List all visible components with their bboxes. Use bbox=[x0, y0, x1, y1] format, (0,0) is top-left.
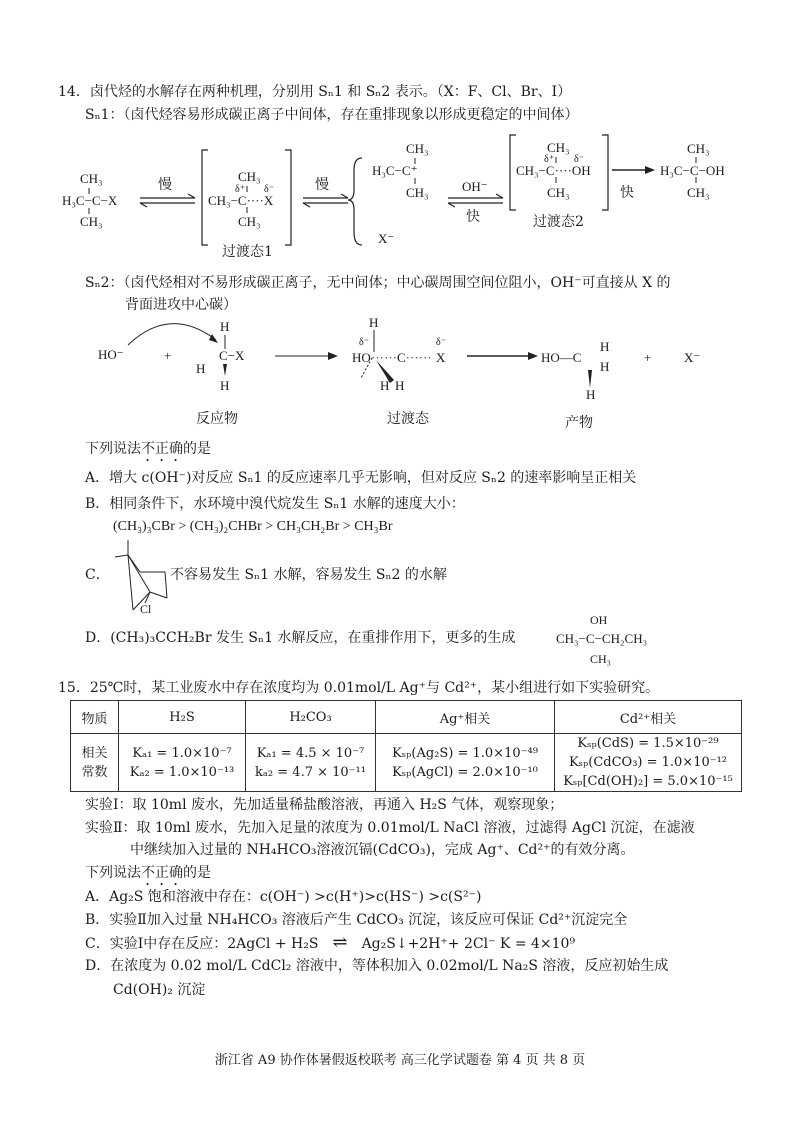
product-mid: H₃C−C−OH bbox=[660, 163, 725, 178]
header-h2s: H₂S bbox=[119, 701, 246, 734]
leaving-group: X⁻ bbox=[378, 231, 395, 246]
ts1-bottom: CH₃ bbox=[238, 214, 261, 229]
experiment-2-line1: 实验Ⅱ：取 10ml 废水，先加入足量的浓度为 0.01mol/L NaCl 溶液，过滤得 AgCl 沉淀，在滤液 bbox=[85, 820, 695, 836]
cell-ag bbox=[376, 734, 555, 792]
arrow4-label: 快 bbox=[620, 185, 634, 201]
ts2-mid: CH₃−C····OH bbox=[516, 163, 591, 178]
sn2-label-product: 产物 bbox=[565, 415, 593, 431]
sn2-ts-delta-1: δ⁻ bbox=[359, 337, 369, 348]
h2s-ka2: Kₐ₂ = 1.0×10⁻¹³ bbox=[129, 764, 235, 780]
sn2-ts-left: HO bbox=[352, 350, 371, 365]
chlorine-label: Cl bbox=[140, 602, 152, 616]
sn2-ts-carbon: C bbox=[396, 350, 406, 365]
q14-option-c-text: 不容易发生 Sₙ1 水解，容易发生 Sₙ2 的水解 bbox=[170, 567, 447, 583]
carbocation-mid: H₃C−C⁺ bbox=[372, 163, 418, 178]
sn2-ts-h-left: H bbox=[380, 378, 390, 393]
ts1-top: CH₃ bbox=[238, 169, 261, 184]
sn2-ts-h-top: H bbox=[369, 315, 379, 330]
sn2-leaving: X⁻ bbox=[684, 350, 701, 365]
sn2-ts-h-right: H bbox=[395, 378, 405, 393]
ts1-mid: CH₃−C····X bbox=[208, 193, 274, 208]
q14-question-prefix: 下列说法 bbox=[85, 441, 141, 457]
q14-stem: 14．卤代烃的水解存在两种机理，分别用 Sₙ1 和 Sₙ2 表示。（X：F、Cl、Br、I） bbox=[58, 84, 572, 100]
ts2-top: CH₃ bbox=[547, 140, 570, 155]
reactant-bottom: CH₃ bbox=[80, 214, 103, 229]
sn1-description: Sₙ1：（卤代烃容易形成碳正离子中间体，存在重排现象以形成更稳定的中间体） bbox=[85, 107, 579, 123]
sn2-ts-center: ······C······ bbox=[371, 350, 432, 365]
product-top: CH₃ bbox=[687, 141, 710, 156]
cell-h2co3 bbox=[246, 734, 376, 792]
sn2-plus-1: + bbox=[164, 348, 172, 363]
constants-table bbox=[70, 700, 742, 792]
q15-option-c-right: Ag₂S↓+2H⁺+ 2Cl⁻ K = 4×10⁹ bbox=[361, 936, 576, 952]
sn2-label-ts: 过渡态 bbox=[387, 411, 429, 427]
q15-option-d-line2: Cd(OH)₂ 沉淀 bbox=[113, 982, 206, 998]
sn2-description-line1: Sₙ2：（卤代烃相对不易形成碳正离子，无中间体；中心碳周围空间位阻小，OH⁻可直接从 X 的 bbox=[85, 275, 671, 291]
ts1-delta-minus: δ⁻ bbox=[264, 184, 274, 195]
arrow1-label: 慢 bbox=[158, 177, 172, 193]
reactant-top: CH₃ bbox=[80, 171, 103, 186]
h2co3-ka2: kₐ₂ = 4.7 × 10⁻¹¹ bbox=[255, 764, 366, 780]
row-label-2: 常数 bbox=[81, 764, 108, 780]
experiment-1: 实验Ⅰ：取 10ml 废水，先加适量稀盐酸溶液，再通入 H₂S 气体，观察现象； bbox=[85, 797, 564, 813]
cell-h2s bbox=[119, 734, 246, 792]
q14-option-d: D．(CH₃)₃CCH₂Br 发生 Sₙ1 水解反应，在重排作用下，更多的生成 bbox=[85, 630, 516, 646]
sn2-plus-2: + bbox=[644, 350, 652, 365]
table-header-row bbox=[71, 701, 742, 734]
carbocation-bottom: CH₃ bbox=[406, 185, 429, 200]
h2co3-ka1: Kₐ₁ = 4.5 × 10⁻⁷ bbox=[256, 745, 365, 761]
reactant-mid: H₃C−C−X bbox=[62, 193, 118, 208]
q15-option-d-line1: D．在浓度为 0.02 mol/L CdCl₂ 溶液中，等体积加入 0.02mol/L Na₂S 溶液，反应初始生成 bbox=[85, 958, 669, 974]
q14-option-c-label: C． bbox=[85, 567, 110, 583]
q14-option-d-top: OH bbox=[590, 613, 608, 627]
ts2-label: 过渡态2 bbox=[533, 214, 584, 230]
page-footer: 浙江省 A9 协作体暑假返校联考 高三化学试题卷 第 4 页 共 8 页 bbox=[214, 1053, 586, 1068]
q15-option-c bbox=[85, 934, 575, 953]
row-label bbox=[71, 734, 119, 792]
sn2-product-h2: H bbox=[600, 359, 610, 374]
sn2-reactant-h-top: H bbox=[220, 319, 230, 334]
ksp-cdoh2: Kₛₚ[Cd(OH)₂] = 5.0×10⁻¹⁵ bbox=[563, 774, 733, 789]
arrow3-bottom: 快 bbox=[466, 209, 480, 225]
ts1-label: 过渡态1 bbox=[222, 244, 273, 260]
ksp-agcl: Kₛₚ(AgCl) = 2.0×10⁻¹⁰ bbox=[392, 764, 538, 780]
q15-option-a: A．Ag₂S 饱和溶液中存在：c(OH⁻) >c(H⁺)>c(HS⁻) >c(S²⁻) bbox=[85, 889, 482, 905]
q15-question-prefix: 下列说法 bbox=[85, 865, 141, 881]
cell-cd bbox=[555, 734, 742, 792]
header-h2co3: H₂CO₃ bbox=[246, 701, 376, 734]
header-substance: 物质 bbox=[71, 701, 119, 734]
q14-option-b-formula: (CH₃)₃CBr > (CH₃)₂CHBr > CH₃CH₂Br > CH₃Br bbox=[113, 519, 393, 534]
q15-question-emphasis: 不正确 bbox=[141, 865, 183, 881]
sn2-ts-delta-2: δ⁻ bbox=[436, 337, 446, 348]
q14-option-d-bottom: CH₃ bbox=[590, 652, 611, 666]
carbocation-top: CH₃ bbox=[406, 141, 429, 156]
sn2-product-left: HO—C bbox=[541, 350, 582, 365]
experiment-2-line2: 中继续加入过量的 NH₄HCO₃溶液沉镉(CdCO₃)，完成 Ag⁺、Cd²⁺的有效分离。 bbox=[130, 842, 635, 858]
sn2-nucleophile: HO⁻ bbox=[98, 347, 124, 362]
q15-option-c-left: C．实验Ⅰ中存在反应：2AgCl + H₂S bbox=[85, 936, 319, 952]
h2s-ka1: Kₐ₁ = 1.0×10⁻⁷ bbox=[132, 745, 232, 761]
q15-option-b: B．实验Ⅱ加入过量 NH₄HCO₃ 溶液后产生 CdCO₃ 沉淀，该反应可保证 Cd²⁺沉淀完全 bbox=[85, 912, 628, 928]
arrow3-top: OH⁻ bbox=[462, 179, 488, 194]
sn2-reactant-h-bottom: H bbox=[220, 378, 230, 393]
table-row bbox=[71, 734, 742, 792]
arrow2-label: 慢 bbox=[315, 177, 329, 193]
q14-option-a: A．增大 c(OH⁻)对反应 Sₙ1 的反应速率几乎无影响，但对反应 Sₙ2 的速率影响呈正相关 bbox=[85, 470, 637, 486]
q15-question bbox=[85, 864, 211, 889]
q14-option-b: B．相同条件下，水环境中溴代烷发生 Sₙ1 水解的速度大小： bbox=[85, 496, 465, 512]
sn2-reactant-mid: C−X bbox=[219, 348, 245, 363]
ts1-delta-plus: δ⁺ bbox=[235, 184, 245, 195]
header-cd: Cd²⁺相关 bbox=[555, 701, 742, 734]
q14-option-d-mid: CH₃−C−CH₂CH₃ bbox=[556, 631, 648, 646]
row-label-1: 相关 bbox=[81, 745, 108, 761]
ts2-delta-minus: δ⁻ bbox=[574, 154, 584, 165]
ksp-cdco3: Kₛₚ(CdCO₃) = 1.0×10⁻¹² bbox=[568, 755, 728, 770]
q15-question-suffix: 的是 bbox=[183, 865, 211, 881]
sn2-product-h1: H bbox=[600, 339, 610, 354]
sn2-ts-right: X bbox=[436, 350, 446, 365]
sn2-label-reactant: 反应物 bbox=[196, 411, 238, 427]
equilibrium-arrow-icon: ⇌ bbox=[332, 932, 348, 953]
ksp-cds: Kₛₚ(CdS) = 1.5×10⁻²⁹ bbox=[577, 736, 719, 751]
header-ag: Ag⁺相关 bbox=[376, 701, 555, 734]
ts2-bottom: CH₃ bbox=[547, 185, 570, 200]
ts2-delta-plus: δ⁺ bbox=[544, 154, 554, 165]
ksp-ag2s: Kₛₚ(Ag₂S) = 1.0×10⁻⁴⁹ bbox=[392, 745, 538, 761]
product-bottom: CH₃ bbox=[687, 185, 710, 200]
q14-question-emphasis: 不正确 bbox=[141, 441, 183, 457]
sn2-reactant-h-left: H bbox=[196, 361, 206, 376]
q14-question-suffix: 的是 bbox=[183, 441, 211, 457]
sn2-product-h3: H bbox=[586, 387, 596, 402]
sn2-description-line2: 背面进攻中心碳） bbox=[125, 297, 237, 313]
q15-stem: 15．25℃时，某工业废水中存在浓度均为 0.01mol/L Ag⁺与 Cd²⁺，某小组进行如下实验研究。 bbox=[58, 680, 660, 696]
